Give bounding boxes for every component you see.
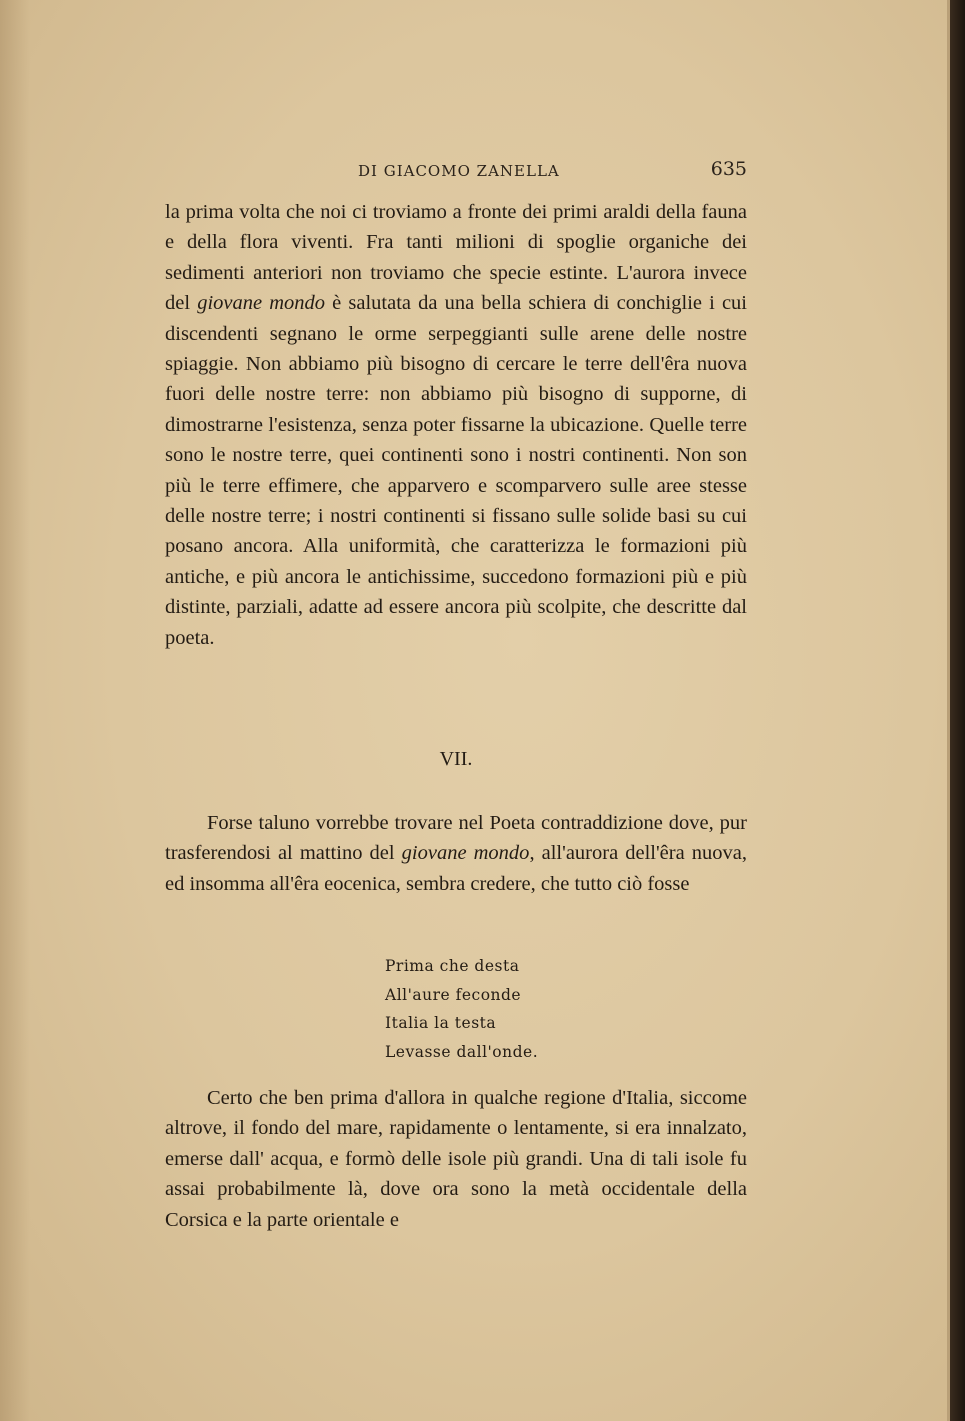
paragraph-2-italic: giovane mondo — [401, 842, 530, 865]
page-header — [165, 158, 747, 188]
verse-line: Italia la testa — [385, 1014, 497, 1032]
verse-line: Prima che desta — [385, 957, 520, 975]
running-head: DI GIACOMO ZANELLA — [358, 162, 560, 180]
paragraph-2 — [165, 808, 747, 899]
paragraph-3 — [165, 1083, 747, 1235]
verse-line: All'aure feconde — [385, 985, 522, 1004]
paragraph-1-text-b: è salutata da una bella schiera di conchiglie i cui discendenti segnano le orme serpeggianti sulle arene delle nostre spiaggie. Non abbiamo più bisogno di cercare le terre dell'êra nuova fuori delle nostre terre: non abbiamo più bisogno di supporne, di dimostrarne l'esistenza, senza poter fissarne la ubicazione. Quelle terre sono le nostre terre, quei continenti sono i nostri continenti. Non son più le terre effimere, che apparvero e scomparvero sulle aree stesse delle nostre terre; i nostri continenti si fissano sulle solide basi su cui posano ancora. Alla uniformità, che caratterizza le formazioni più antiche, e più ancora le antichissime, succedono formazioni più e più distinte, parziali, adatte ad essere ancora più scolpite, che descritte dal poeta. — [165, 292, 747, 649]
verse-line: Levasse dall'onde. — [385, 1042, 539, 1061]
paragraph-3-text: Certo che ben prima d'allora in qualche regione d'Italia, siccome altrove, il fondo del mare, rapidamente o lentamente, si era innalzato, emerse dall' acqua, e formò delle isole più grandi. Una di tali isole fu assai probabilmente là, dove ora sono la metà occidentale della Corsica e la parte orientale e — [165, 1087, 747, 1231]
book-edge — [950, 0, 965, 1421]
verse-quote — [385, 952, 538, 1066]
page-number: 635 — [710, 158, 747, 180]
paragraph-2-text-b: , all'aurora dell'êra nuova, ed insomma all'êra eocenica, sembra credere, che tutto ciò fosse — [165, 842, 748, 895]
paragraph-1 — [165, 197, 747, 653]
section-heading: VII. — [439, 748, 473, 770]
paragraph-1-text-a: la prima volta che noi ci troviamo a fronte dei primi araldi della fauna e della flora viventi. Fra tanti milioni di spoglie organiche dei sedimenti anteriori non troviamo che specie estinte. L'aurora invece del — [165, 201, 747, 315]
paragraph-1-italic: giovane mondo — [197, 292, 326, 315]
page-gutter-shadow — [0, 0, 30, 1421]
paragraph-2-text-a: Forse taluno vorrebbe trovare nel Poeta contraddizione dove, pur trasferendosi al mattino del — [165, 812, 747, 865]
